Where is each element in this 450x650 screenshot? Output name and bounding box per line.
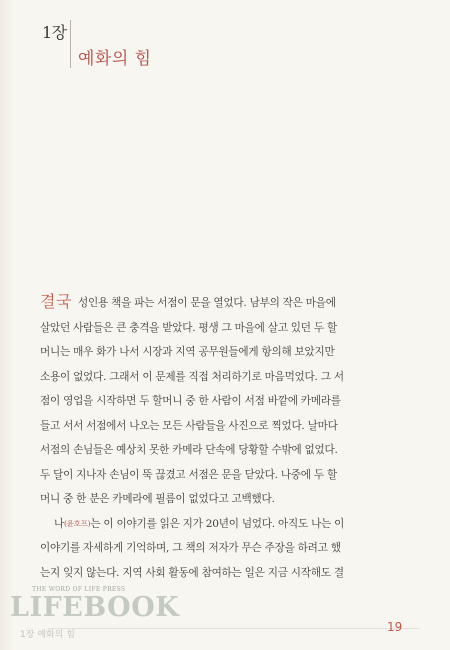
- paragraph-line: 머니는 매우 화가 나서 시장과 지역 공무원들에게 항의해 보았지만: [40, 346, 335, 358]
- paragraph-line: 머니 중 한 분은 카메라에 필름이 없었다고 고백했다.: [40, 493, 275, 505]
- paragraph-line: [40, 290, 410, 316]
- paragraph-line: 는지 잊지 않는다. 지역 사회 활동에 참여하는 일은 지금 시작해도 결: [40, 566, 344, 579]
- paragraph-line: 이야기를 자세하게 기억하며, 그 책의 저자가 무슨 주장을 하려고 했: [40, 542, 341, 554]
- line-start: 나: [54, 517, 64, 530]
- watermark-running-head: 1장 예화의 힘: [20, 630, 75, 640]
- paragraph-line: 서점의 손님들은 예상치 못한 카메라 단속에 당황할 수밖에 없었다.: [40, 444, 338, 456]
- watermark-logo-text: LIFEBOOK: [10, 592, 180, 623]
- chapter-title: 예화의 힘: [78, 49, 152, 69]
- paragraph-line: 두 달이 지나자 손님이 뚝 끊겼고 서점은 문을 닫았다. 나중에 두 할: [40, 468, 337, 481]
- lead-word: 결국: [40, 292, 72, 311]
- watermark-small-text: THE WORD OF LIFE PRESS: [32, 586, 126, 593]
- chapter-number: 1장: [42, 23, 67, 42]
- paragraph-line: 점이 영업을 시작하면 두 할머니 중 한 사람이 서점 바깥에 카메라를: [40, 395, 341, 407]
- paragraph-line: 소용이 없었다. 그래서 이 문제를 직접 처리하기로 마음먹었다. 그 서: [40, 370, 344, 383]
- body-text: [40, 290, 410, 585]
- publisher-watermark: [10, 586, 180, 646]
- paragraph-line: 살았던 사람들은 큰 충격을 받았다. 평생 그 마을에 살고 있던 두 할: [40, 321, 337, 334]
- paragraph-line: [40, 512, 410, 537]
- line-text: 성인용 책을 파는 서점이 문을 열었다. 남부의 작은 마을에: [74, 297, 336, 309]
- paragraph-2: [40, 512, 410, 586]
- line-text: 는 이 이야기를 읽은 지가 20년이 넘었다. 아직도 나는 이: [90, 517, 345, 530]
- paragraph-1: [40, 290, 410, 512]
- author-note: (윤호프): [63, 518, 91, 528]
- paragraph-line: 들고 서서 서점에서 나오는 모든 사람들을 사진으로 찍었다. 날마다: [40, 419, 338, 432]
- chapter-divider: [70, 20, 71, 68]
- footer-divider: [48, 628, 420, 629]
- page-number: 19: [387, 620, 403, 634]
